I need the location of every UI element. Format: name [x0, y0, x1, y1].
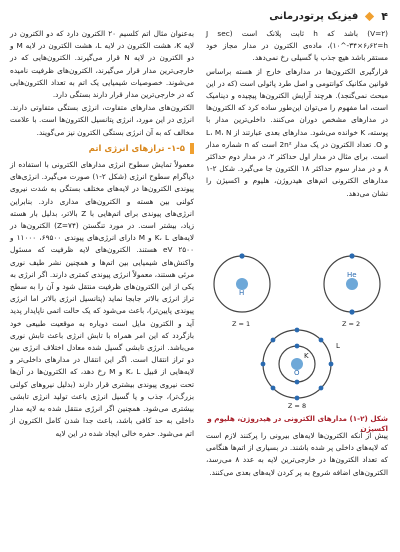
- section-bar-icon: [190, 143, 194, 154]
- electron: [295, 328, 300, 333]
- electron: [349, 253, 354, 258]
- paragraph: معمولاً تمایش سطوح انرژی مدارهای الکترونی با استفاده از دیاگرام سطوح انرژی (شکل ۲-۱) صورت می‌گیرد. انرژی‌های پیوندی الکترون‌ها در لایه‌های مختلف بستگی به شدت نیروی کولنی بین هسته و الکترون‌های مداری دارد. بنابراین انرژی‌های پیوندی برای اتم‌هایی با Z بالاتر، بدلیل بار هسته زیاد، بیشتر است. در مورد تنگستن (Z=۷۴) الکترون‌ها در لایه‌های K، L و M دارای انرژی‌های پیوندی ۶۹۵۰۰، ۱۱۰۰۰ و ۲۵۰۰ eV هستند. الکترون‌های لایه ظرفیت که مسئول واکنش‌های شیمیایی بین اتم‌ها و همچنین نشر طیف نوری مرئی هستند، معمولاً انرژی پیوندی کمتری دارند. اگر انرژی به یکی از این الکترون‌های ظرفیت منتقل شود و آن را به سطح تراز انرژی بالاتر جابجا نماید (پتانسیل انرژی بالاتر اما انرژی پیوندی پایین‌تر)، باعث می‌شود که یک حالت اتمی ناپایدار پدید آید و الکترون مایل است دوباره به موقعیت طبیعی خود بازگردد که این امر همراه با تابش انرژی باعث تابش نوری می‌باشد. انرژی تابشی گسیل شده معادل اختلاف انرژی بین دو تراز انتقال است. اگر این انتقال در مدارهای داخلی‌تر و لایه‌هایی از قبیل K، L و M رخ دهد، که الکترون‌ها در آن‌ها تحت نیروی پیوندی بیشتری قرار دارند (بدلیل نیروهای کولنی بزرگ‌تر)، جذب و یا گسیل انرژی باعث تولید انرژی تابشی بیشتری می‌شود. همچنین اگر انرژی منتقل شده به لایه مدار داخلی به حد کافی باشد، باعث جدا شدن کامل الکترون از اتم می‌شود. حفره خالی ایجاد شده در این لایه: [10, 160, 195, 438]
- hydrogen-atom: [214, 253, 270, 328]
- paragraph: پیش از آنکه الکترون‌ها لایه‌های بیرونی را پرکنند لازم است که لایه‌های داخلی پر شده باشند. در بسیاری از اتم‌ها هنگامی که تعداد الکترون‌ها در خارجی‌ترین لایه به عدد ۸ می‌رسد، الکترون‌های اضافه شروع به پر کردن لایه‌های بعدی می‌کنند.: [206, 431, 388, 477]
- left-column: [10, 28, 194, 441]
- paragraph: الکترون‌های مدارهای متفاوت، انرژی بستگی متفاوتی دارند. انرژی در این مورد، انرژی پتانسیل الکترون‌ها است. با علامت مخالف که به آن انرژی بستگی الکترون نیز می‌گویند.: [10, 103, 194, 137]
- oxygen-symbol: O: [294, 369, 300, 377]
- shell-label-l: L: [336, 342, 340, 350]
- shell-label-k: K: [304, 352, 309, 360]
- page-number: ۴: [381, 9, 388, 23]
- electron: [261, 362, 266, 367]
- electron: [239, 253, 244, 258]
- after-figure-text: [206, 430, 388, 479]
- helium-z-label: Z = 2: [342, 320, 361, 328]
- section-title: ۱-۵- ترازهای انرژی اتم: [88, 143, 185, 154]
- hydrogen-symbol: H: [239, 289, 245, 297]
- helium-atom: [324, 253, 380, 328]
- electron: [295, 396, 300, 401]
- oxygen-z-label: Z = 8: [287, 402, 307, 410]
- paragraph: (V=۲) باشد که h ثابت پلانک است (J sec ۱۰^-۳۴×۶٫۶۲=h)، ماده‌ی الکترون در مدار مجاز خود مستقر باشد هیچ جذب یا گسیلی رخ نمی‌دهد.: [206, 29, 389, 63]
- hydrogen-z-label: Z = 1: [232, 320, 251, 328]
- helium-nucleus: [346, 278, 358, 290]
- section-heading: [10, 143, 194, 155]
- electron: [271, 338, 276, 343]
- electron: [329, 362, 334, 367]
- electron: [319, 338, 324, 343]
- book-title: فیزیک پرتودرمانی: [269, 10, 359, 22]
- atom-diagram: [204, 244, 390, 414]
- electron: [349, 309, 354, 314]
- diamond-bullet-icon: [364, 11, 375, 22]
- paragraph: قرارگیری الکترون‌ها در مدارهای خارج از هسته براساس قوانین مکانیک کوانتومی و اصل طرد پائولی است (که در این مبحث نمی‌گنجد). هرچند آرایش الکترون‌ها پیچیده و دینامیک است، اما مفهوم را می‌توان این‌طور ساده کرد که الکترون‌ها در مدارهای مشخص دوران می‌کنند. داخلی‌ترین مدار با پوسته، K خوانده می‌شود. مدارهای بعدی عبارتند از L، M، N و O. تعداد الکترون در یک مدار 2n² است که n شماره مدار است. برای مثال در مدار اول حداکثر ۲، در مدار دوم حداکثر ۸ و در مدار سوم حداکثر ۱۸ الکترون جا می‌گیرد. شکل ۲-۱ مدارهای الکترونی اتم‌های هیدروژن، هلیوم و اکسیژن را نشان می‌دهد.: [206, 66, 389, 198]
- paragraph: به‌عنوان مثال اتم کلسیم ۲۰ الکترون دارد که دو الکترون در لایه K، هشت الکترون در لایه L، هشت الکترون در لایه M و دو الکترون در لایه N قرار می‌گیرند. الکترون‌هایی که در خارجی‌ترین مدار قرار می‌گیرند، الکترون‌های ظرفیت نامیده می‌شوند. خصوصیات شیمیایی یک اتم به تعداد الکترون‌هایی که در خارجی‌ترین مدار قرار دارند بستگی دارد.: [10, 29, 194, 100]
- helium-symbol: He: [347, 271, 357, 279]
- electron: [271, 386, 276, 391]
- page-header: [12, 8, 388, 24]
- electron: [319, 386, 324, 391]
- electron: [295, 380, 300, 385]
- right-column: [206, 28, 388, 201]
- oxygen-atom: [261, 328, 340, 401]
- electron: [295, 344, 300, 349]
- figure-caption: شکل (۲-۱) مدارهای الکترونی در هیدروژن، هلیوم و اکسیژن: [207, 414, 388, 433]
